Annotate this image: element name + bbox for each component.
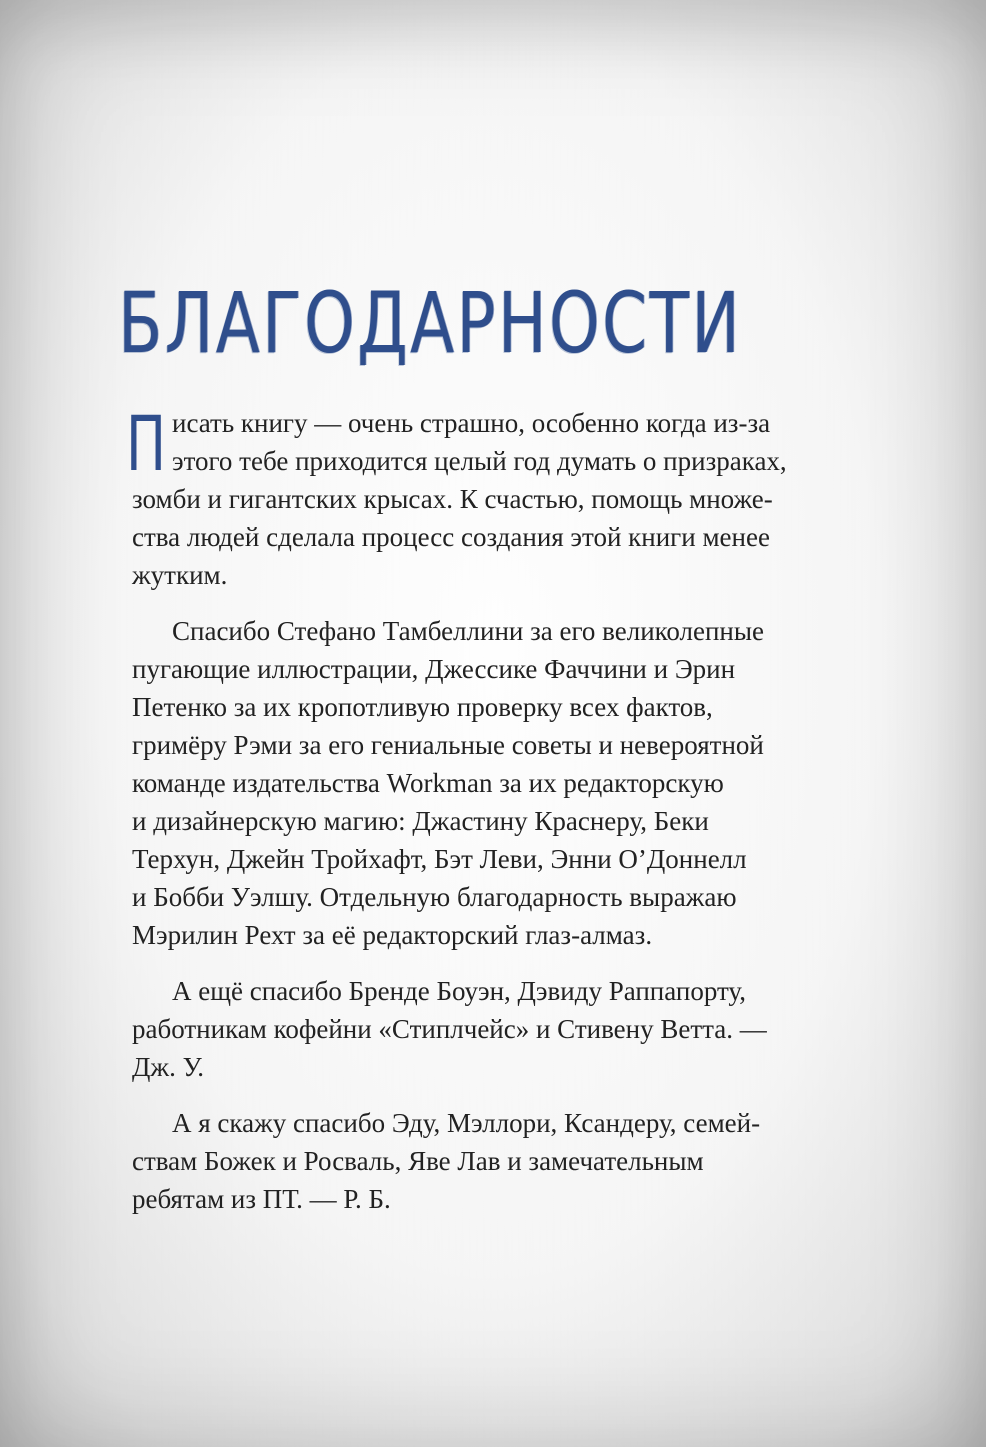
paragraph-1: [132, 404, 804, 594]
paragraph-3: [132, 972, 804, 1086]
text-line: и Бобби Уэлшу. Отдельную благодарность выражаю: [132, 882, 737, 912]
text-line: зомби и гигантских крысах. К счастью, помощь множе-: [132, 484, 773, 514]
paragraph-2: [132, 612, 804, 954]
text-line: ребятам из ПТ. — Р. Б.: [132, 1184, 391, 1214]
text-line: ствам Божек и Росваль, Яве Лав и замечательным: [132, 1146, 704, 1176]
text-line: жутким.: [132, 560, 228, 590]
text-line: ства людей сделала процесс создания этой книги менее: [132, 522, 770, 552]
text-line: команде издательства Workman за их редакторскую: [132, 768, 724, 798]
text-line: Спасибо Стефано Тамбеллини за его великолепные: [172, 616, 765, 646]
text-line: пугающие иллюстрации, Джессике Фаччини и Эрин: [132, 654, 736, 684]
text-line: Петенко за их кропотливую проверку всех фактов,: [132, 692, 713, 722]
text-line: исать книгу — очень страшно, особенно когда из-за: [172, 408, 771, 438]
body-text: [126, 399, 804, 1236]
page-title: БЛАГОДАРНОСТИ: [118, 274, 743, 372]
drop-cap: П: [126, 399, 167, 488]
text-line: работникам кофейни «Стиплчейс» и Стивену Ветта. —: [132, 1014, 767, 1044]
text-line: гримёру Рэми за его гениальные советы и невероятной: [132, 730, 764, 760]
text-line: Терхун, Джейн Тройхафт, Бэт Леви, Энни О’Доннелл: [132, 844, 747, 874]
text-line: Дж. У.: [132, 1052, 205, 1082]
text-line: А я скажу спасибо Эду, Мэллори, Ксандеру, семей-: [172, 1108, 761, 1138]
text-line: Мэрилин Рехт за её редакторский глаз-алмаз.: [132, 920, 653, 950]
text-line: А ещё спасибо Бренде Боуэн, Дэвиду Раппапорту,: [172, 976, 746, 1006]
paragraph-4: [132, 1104, 804, 1218]
text-line: этого тебе приходится целый год думать о призраках,: [172, 446, 787, 476]
text-line: и дизайнерскую магию: Джастину Краснеру, Беки: [132, 806, 709, 836]
